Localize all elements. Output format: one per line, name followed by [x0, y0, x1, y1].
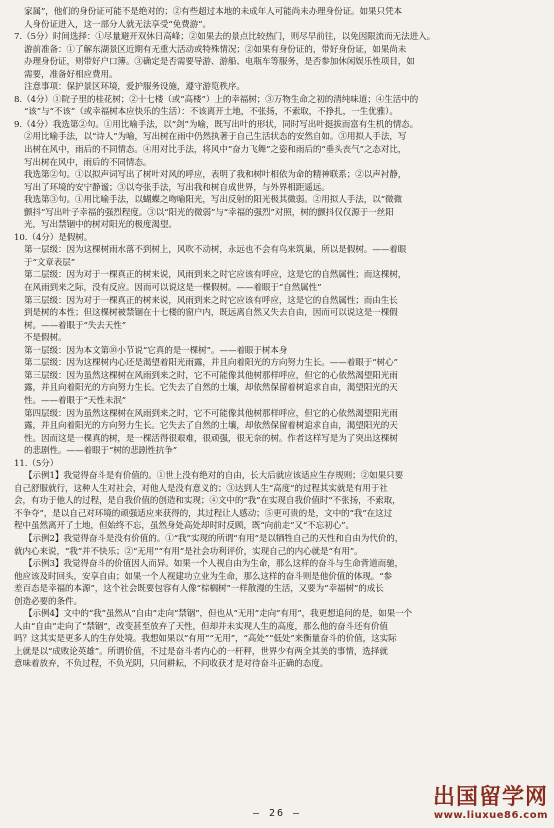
text-line: 于“文章表层” — [24, 257, 76, 268]
text-line: 家属”，他们的身份证可能不是绝对的；②有些超过本地的未成年人可能尚未办理身份证。如果只凭本 — [24, 7, 403, 17]
text-line: 我选第③句。①用比喻手法，以蝴蝶之吻喻阳光，写出反射的阳光极其微弱。②用拟人手法，以“微微 — [24, 195, 403, 206]
text-line: 【示例3】我觉得奋斗的价值因人而异。如果一个人视自由为生命，那么这样的奋斗与生命背道而驰， — [24, 559, 404, 570]
text-line: 吗？这其实是更多人的生存处境。我想如果以“有用”“无用”，“高处”“低处”来衡量奋斗的价值，这实际 — [14, 634, 397, 645]
text-line: 写出树在风中，雨后的不同情态。 — [24, 157, 152, 168]
text-line: 创造必要的条件。 — [14, 596, 82, 607]
text-line: 第二层级：因为这棵树内心还是渴望着阳光雨露，并且向着阳光的方向努力生长。——着眼于“树心” — [24, 358, 398, 369]
text-line: 就内心来说，“我”并不快乐；②“无用”“有用”是社会功利评价，实现自己的内心就是“有用”。 — [14, 546, 363, 557]
text-line: 7.（5分）时间选择：①尽量避开双休日高峰；②如果去的景点比较热门，则尽早前往，以免因限流而无法进入。 — [14, 32, 436, 43]
text-line: 出树在风中，雨后的不同情态。④用对比手法，将风中“奋力飞舞”之姿和雨后的“垂头丧气”之态对比， — [24, 145, 407, 156]
text-line: 第一层级：因为本文第⑩小节说“它真的是一棵树”。——着眼于树本身 — [24, 345, 288, 356]
text-line: 办理身份证，则带好户口簿。③确定是否需要导游、游船、电瓶车等服务，是否参加休闲娱乐性项目，如 — [24, 57, 415, 68]
text-line: 第二层级：因为对于一棵真正的树来说，风雨到来之时它应该有呼应，这是它的自然属性；而这棵树， — [24, 270, 407, 281]
answer-page-text — [14, 6, 542, 671]
text-line: 第四层级：因为虽然这棵树在风雨到来之时，它不可能像其他树那样呼应，但它的心依然渴望阳光雨 — [24, 408, 398, 419]
page-number: — 26 — — [252, 808, 302, 819]
text-line: 程中虽然离开了土地，但始终不忘，虽然身处高处却时时反顾，既“向前走”又“不忘初心”。 — [14, 521, 354, 532]
text-line: 露，并且向着阳光的方向努力生长。它失去了自然的土壤，却依然保留着树追求自由，渴望阳光的天 — [24, 383, 398, 394]
text-line: 需要，准备好相应费用。 — [24, 69, 118, 80]
text-line: 第三层级：因为对于一棵真正的树来说，风雨到来之时它应该有呼应，这是它的自然属性；而由生长 — [24, 295, 398, 306]
text-line: 在风雨到来之际，没有反应。因而可以说这是一棵假树。——着眼于“自然属性” — [24, 283, 322, 294]
watermark-title: 出国留学网 — [432, 785, 548, 810]
text-line: 他应该及时回头，安享自由；如果一个人视建功立业为生命，那么这样的奋斗则是他价值的体现。“参 — [14, 571, 393, 582]
text-line: 会，有功于他人的过程，是自我价值的创造和实现；④文中的“我”在实现自我价值时“不张扬，不索取， — [14, 496, 401, 507]
text-line: 写出了环境的安宁静谧；③以夸张手法，写出我和树自成世界，与外界相距遥远。 — [24, 182, 330, 193]
text-line: 差百态是幸福的本源”，这个社会既要包容有人像“棕榈树”一样散漫的生活，又要为“幸福树”的成长 — [14, 584, 384, 595]
text-line: 【示例4】文中的“我”虽然从“自由”走向“禁锢”，但也从“无用”走向“有用”，我更想追问的是，如果一个 — [24, 609, 413, 620]
text-line: 人由“自由”走向了“禁锢”，改变甚至放弃了天性，但却并未实现人生的高度，那么他的奋斗还有价值 — [14, 621, 388, 632]
text-line: 【示例2】我觉得奋斗是没有价值的。①“我”实现的所谓“有用”是以牺牲自己的天性和自由为代价的， — [24, 533, 404, 544]
text-line: 不争夺”，是以自己对环境的顽强适应来获得的，其过程让人感动；⑤更可贵的是，文中的“我”在这过 — [14, 508, 393, 519]
text-line: 自己舒服就行，这种人生对社会，对他人是没有意义的；③达到人生“高度”的过程其实就是有用于社 — [14, 483, 388, 494]
site-watermark — [433, 786, 548, 821]
text-line: 我选第②句。①以拟声词写出了树叶对风的呼应，表明了我和树叶相依为命的精神联系；②以声衬静， — [24, 170, 407, 181]
text-line: 树。——着眼于“失去天性” — [24, 320, 127, 331]
text-line: 注意事项：保护景区环境，爱护服务设施，遵守游览秩序。 — [24, 82, 245, 93]
text-line: 10.（4分）是假树。 — [14, 232, 93, 243]
text-line: 光，写出禁锢中的树对阳光的极度渴望。 — [24, 220, 177, 231]
text-line: 第三层级：因为虽然这棵树在风雨到来之时，它不可能像其他树那样呼应，但它的心依然渴望阳光雨 — [24, 370, 398, 381]
text-line: 意味着放弃，不负过程，不负光阴，只问耕耘，不问收获才是对待奋斗正确的态度。 — [14, 659, 329, 670]
text-line: “该”与“不该”（或幸福树本应快乐的生活）：不该离开土地，不张扬，不索取，不挣扎，一生优雅）。 — [24, 107, 398, 118]
text-line: 【示例1】我觉得奋斗是有价值的。①世上没有绝对的自由，长大后就应该适应生存规则；②如果只要 — [24, 471, 404, 482]
text-line: 不是假树。 — [24, 333, 67, 344]
text-line: 第一层级：因为这棵树雨水落不到树上，风吹不动树，永远也不会有鸟来筑巢，所以是假树。——着眼 — [24, 245, 407, 256]
text-line: 11.（5分） — [14, 458, 59, 469]
text-line: 到是树的本性；但这棵树被禁锢在十七楼的窗户内，既远离自然又失去自由，因而可以说这是一棵假 — [24, 308, 398, 319]
text-line: 的悲剧性。——着眼于“树的悲剧性抗争” — [24, 446, 177, 457]
text-line: 9.（4分）我选第②句。①用比喻手法，以“剑”为喻，既写出叶的形状，同时写出叶挺拔而富有生机的情态。 — [14, 119, 419, 130]
text-line: 8.（4分）①院子里的桂花树；②十七楼（或“高楼”）上的幸福树；③万物生命之初的清纯味道；④生活中的 — [14, 94, 419, 105]
watermark-url: www.liuxue86.com — [433, 810, 548, 821]
text-line: 颤抖”写出叶子幸福的强烈程度。③以“阳光的微弱”与“幸福的强烈”对照，树的颤抖仅仅源于一丝阳 — [24, 207, 394, 218]
text-line: ②用比喻手法，以“诗人”为喻，写出树在雨中仍然执著于自己生活状态的安然自如。③用拟人手法，写 — [24, 132, 407, 143]
text-line: 游前准备：①了解东湖景区近期有无重大活动或特殊情况；②如果有身份证的，带好身份证，如果尚未 — [24, 44, 407, 55]
text-line: 人身份证进入，这一部分人就无法享受“免费游”。 — [24, 19, 211, 30]
text-line: 性。因而这是一棵真的树，是一棵活得很艰难，很顽强，很无奈的树。作者这样写是为了突出这棵树 — [24, 433, 398, 444]
text-line: 上就是以“成败论英雄”。所谓价值，不过是奋斗者内心的一杆秤，世界少有两全其美的事情，选择就 — [14, 646, 388, 657]
text-line: 露，并且向着阳光的方向努力生长。它失去了自然的土壤，却依然保留着树追求自由，渴望阳光的天 — [24, 421, 398, 432]
text-line: 性。——着眼于“天性未泯” — [24, 395, 127, 406]
